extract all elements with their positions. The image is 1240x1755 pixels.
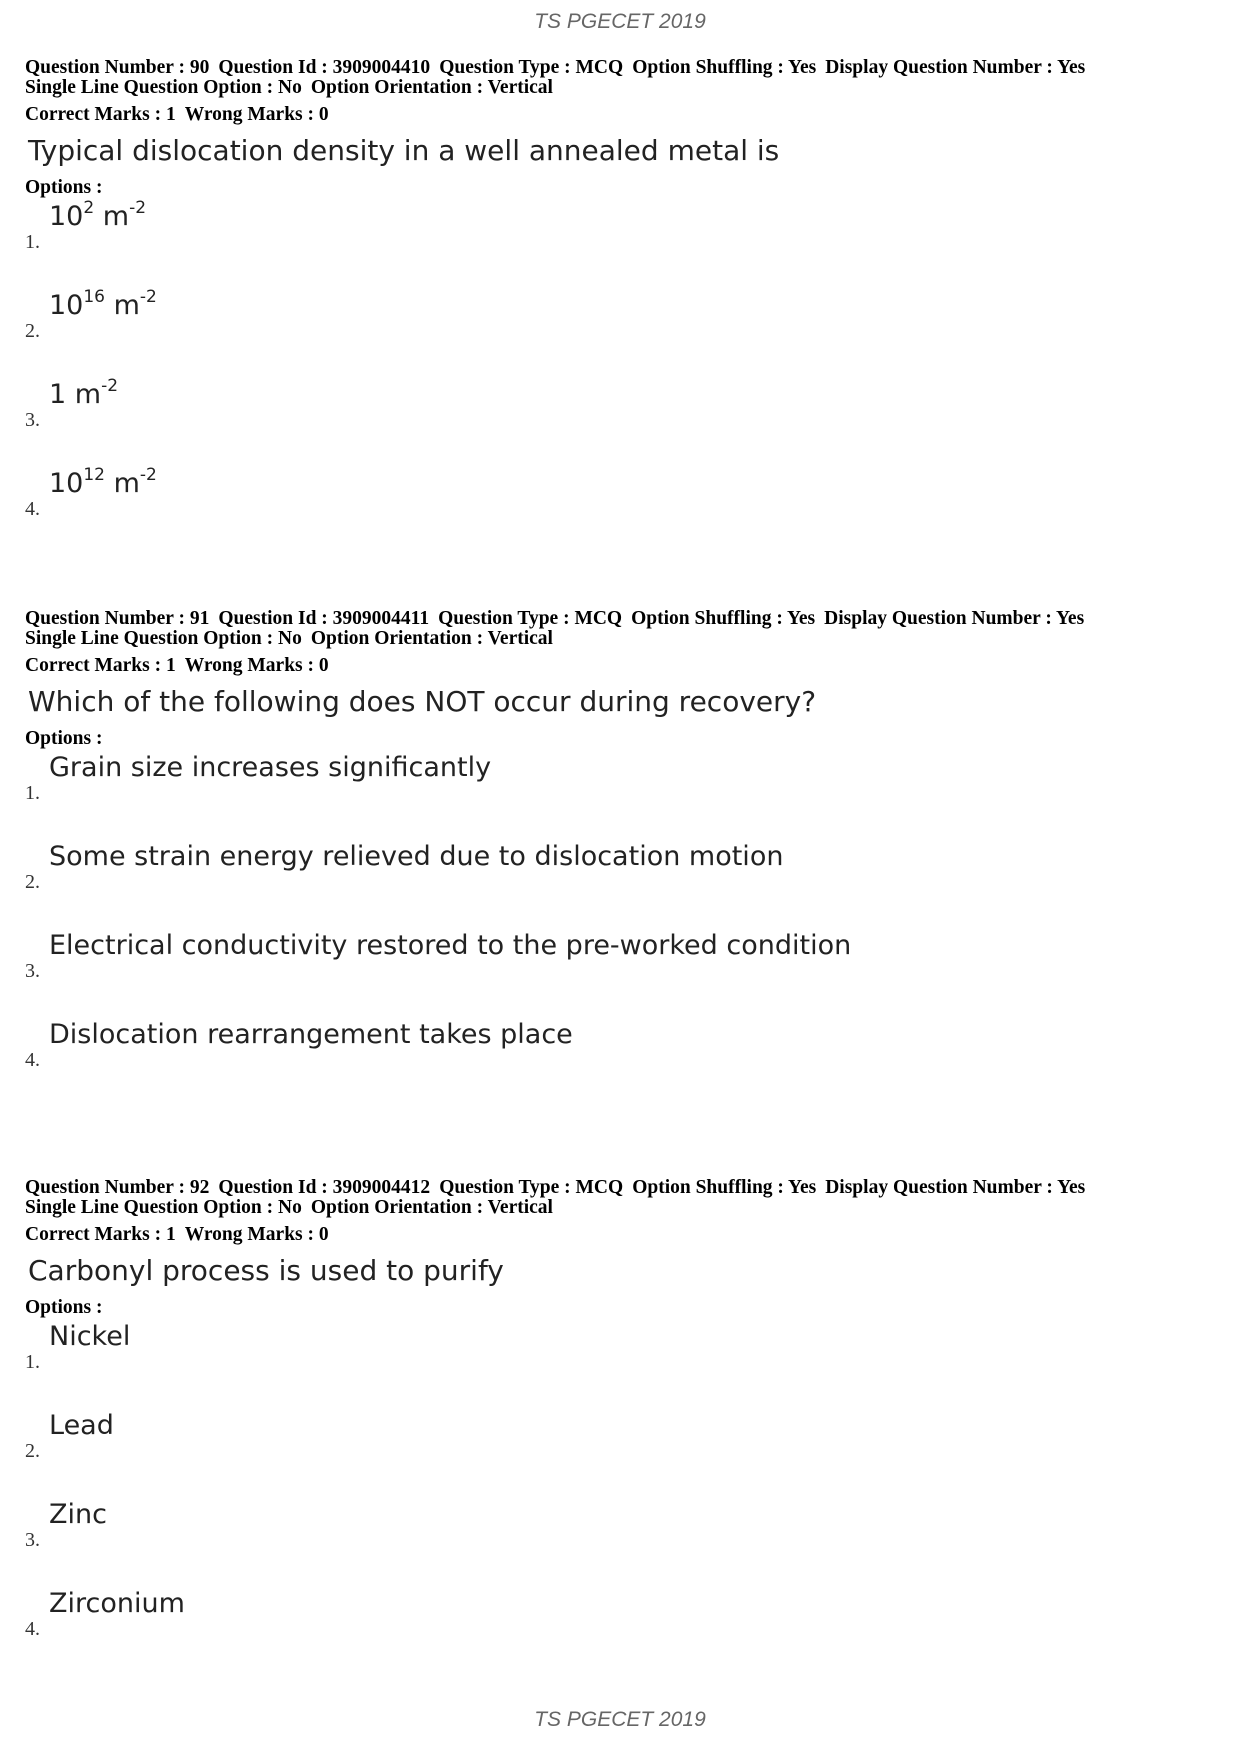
option-item [25,1586,1215,1675]
option-base: 10 [49,468,84,499]
question-block [25,609,1215,1106]
wrong-marks: Wrong Marks : 0 [184,655,329,676]
option-orientation: Option Orientation : Vertical [310,77,553,98]
options-label: Options : [25,1297,103,1318]
correct-marks: Correct Marks : 1 [25,1224,176,1245]
wrong-marks: Wrong Marks : 0 [184,1224,329,1245]
page-footer: TS PGECET 2019 [534,1708,706,1731]
option-number: 1. [25,231,40,253]
option-number: 4. [25,1618,40,1640]
option-item [25,750,1215,839]
marks-line [25,105,1215,125]
option-exponent: 16 [83,287,105,307]
marks-line [25,1225,1215,1245]
option-item [25,1017,1215,1106]
option-text: Nickel [49,1321,131,1352]
question-number: Question Number : 91 [25,608,210,629]
display-question-number: Display Question Number : Yes [825,57,1086,78]
option-text: Dislocation rearrangement takes place [49,1019,573,1050]
option-text: Zinc [49,1499,107,1530]
option-unit: m [102,201,130,232]
option-item [25,1319,1215,1408]
option-item [25,199,1215,288]
option-number: 1. [25,1351,40,1373]
question-number: Question Number : 92 [25,1177,210,1198]
option-orientation: Option Orientation : Vertical [310,628,553,649]
option-item [25,928,1215,1017]
option-number: 3. [25,960,40,982]
correct-marks: Correct Marks : 1 [25,655,176,676]
option-unit: m [74,379,102,410]
question-meta-line-1 [25,609,1215,629]
option-base: 10 [49,201,84,232]
question-meta-line-1 [25,58,1215,78]
question-number: Question Number : 90 [25,57,210,78]
option-text [49,198,147,232]
correct-marks: Correct Marks : 1 [25,104,176,125]
option-unit-exponent: -2 [129,198,147,218]
option-text [49,376,119,410]
option-number: 4. [25,1049,40,1071]
question-meta-line-2 [25,78,1215,98]
option-unit-exponent: -2 [139,287,157,307]
question-meta-line-1 [25,1178,1215,1198]
option-item [25,466,1215,555]
option-item [25,377,1215,466]
option-item [25,1497,1215,1586]
option-number: 3. [25,409,40,431]
option-exponent: 12 [83,465,105,485]
option-shuffling: Option Shuffling : Yes [631,608,816,629]
question-block [25,1178,1215,1675]
option-unit-exponent: -2 [101,376,119,396]
option-shuffling: Option Shuffling : Yes [632,1177,817,1198]
option-base: 1 [49,379,67,410]
option-exponent: 2 [83,198,95,218]
option-orientation: Option Orientation : Vertical [310,1197,553,1218]
question-id: Question Id : 3909004410 [218,57,431,78]
option-text: Grain size increases significantly [49,752,492,783]
question-type: Question Type : MCQ [439,57,624,78]
option-unit: m [113,290,140,321]
question-meta-line-2 [25,629,1215,649]
option-shuffling: Option Shuffling : Yes [632,57,817,78]
option-unit: m [113,468,140,499]
single-line-option: Single Line Question Option : No [25,1197,302,1218]
question-meta-line-2 [25,1198,1215,1218]
option-item [25,288,1215,377]
option-item [25,1408,1215,1497]
question-type: Question Type : MCQ [438,608,623,629]
question-id: Question Id : 3909004411 [218,608,430,629]
option-text: Lead [49,1410,114,1441]
options-label: Options : [25,177,103,198]
marks-line [25,656,1215,676]
question-text: Typical dislocation density in a well annealed metal is [28,134,780,167]
option-text [49,465,157,499]
question-block [25,58,1215,555]
single-line-option: Single Line Question Option : No [25,77,302,98]
option-text: Zirconium [49,1588,185,1619]
option-text: Electrical conductivity restored to the pre-worked condition [49,930,852,961]
question-text: Which of the following does NOT occur during recovery? [28,685,817,718]
display-question-number: Display Question Number : Yes [824,608,1085,629]
question-id: Question Id : 3909004412 [218,1177,431,1198]
question-type: Question Type : MCQ [439,1177,624,1198]
option-number: 4. [25,498,40,520]
display-question-number: Display Question Number : Yes [825,1177,1086,1198]
option-base: 10 [49,290,84,321]
options-label: Options : [25,728,103,749]
option-number: 2. [25,320,40,342]
option-unit-exponent: -2 [139,465,157,485]
wrong-marks: Wrong Marks : 0 [184,104,329,125]
option-number: 2. [25,1440,40,1462]
option-item [25,839,1215,928]
option-text: Some strain energy relieved due to dislocation motion [49,841,784,872]
single-line-option: Single Line Question Option : No [25,628,302,649]
option-number: 1. [25,782,40,804]
option-number: 2. [25,871,40,893]
option-text [49,287,157,321]
question-text: Carbonyl process is used to purify [28,1254,504,1287]
page-header: TS PGECET 2019 [534,10,706,33]
option-number: 3. [25,1529,40,1551]
